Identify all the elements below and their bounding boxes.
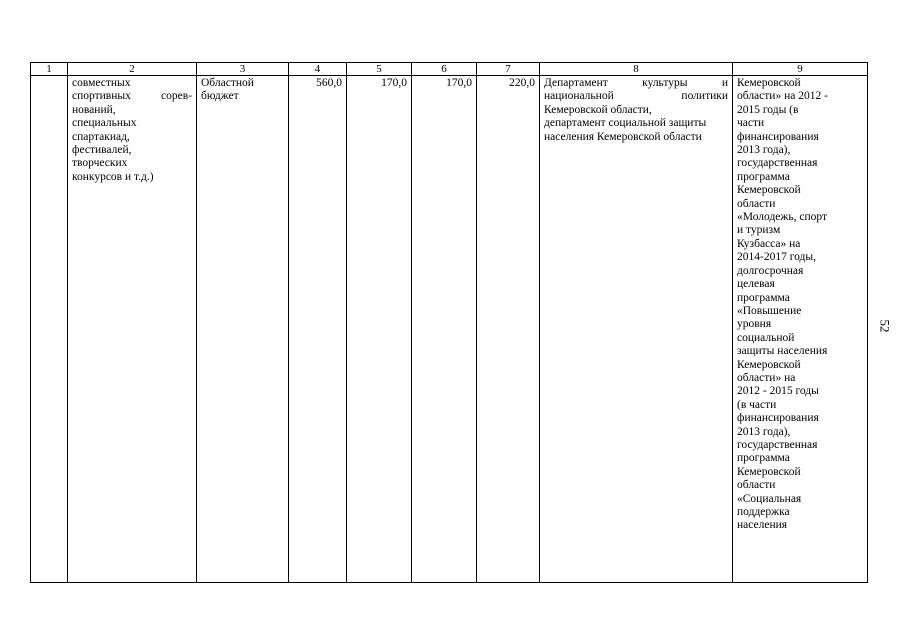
text-line: государственная — [737, 157, 818, 170]
text-line: населения Кемеровской области — [544, 130, 702, 143]
text-line: программа — [737, 170, 790, 183]
text-line: департамент социальной защиты — [544, 117, 707, 130]
text-line: (в части — [737, 398, 777, 411]
header-col-1: 1 — [31, 63, 68, 76]
text-line: «Социальная — [737, 492, 802, 505]
text-line: «Молодежь, спорт — [737, 211, 827, 224]
header-col-2: 2 — [68, 63, 197, 76]
text-line: бюджет — [201, 90, 239, 103]
header-col-5: 5 — [347, 63, 412, 76]
text-line: области» на 2012 - — [737, 90, 828, 103]
text-line: Кемеровской — [737, 358, 801, 371]
text-line: Кемеровской — [737, 77, 801, 89]
text-line: области» на — [737, 371, 796, 384]
cell-number — [31, 76, 68, 583]
text-line: программа — [737, 452, 790, 465]
cell-responsible-executor — [540, 76, 733, 583]
cell-funding-source — [197, 76, 289, 583]
cell-amount-year-1: 170,0 — [347, 76, 412, 583]
text-line: финансирования — [737, 130, 819, 143]
text-line: области — [737, 479, 776, 492]
header-col-4: 4 — [289, 63, 347, 76]
text-line: целевая — [737, 278, 775, 291]
text-line: Кемеровской — [737, 184, 801, 197]
text-line: фестивалей, — [72, 144, 132, 157]
table-row — [31, 76, 868, 583]
text-line: Кемеровской области, — [544, 103, 652, 116]
text-line: спартакиад, — [72, 130, 130, 143]
text-line: «Повышение — [737, 304, 802, 317]
text-line: долгосрочная — [737, 264, 804, 277]
text-line: области — [737, 197, 776, 210]
header-row — [31, 63, 868, 76]
cell-amount-year-2: 170,0 — [412, 76, 477, 583]
text-line: Областной — [201, 77, 254, 89]
header-col-3: 3 — [197, 63, 289, 76]
header-col-6: 6 — [412, 63, 477, 76]
text-line: нований, — [72, 103, 116, 116]
text-line: поддержка — [737, 506, 790, 518]
text-line: совместных — [72, 77, 131, 89]
text-line: финансирования — [737, 412, 819, 425]
cell-total-amount: 560,0 — [289, 76, 347, 583]
text-line: Кузбасса» на — [737, 237, 801, 250]
text-line: 2012 - 2015 годы — [737, 385, 819, 398]
text-line: уровня — [737, 318, 772, 331]
header-col-9: 9 — [733, 63, 868, 76]
text-line: специальных — [72, 117, 137, 130]
text-line: государственная — [737, 438, 818, 451]
header-col-7: 7 — [477, 63, 540, 76]
page-number: 52 — [877, 319, 893, 333]
text-line: Департамент культуры и — [544, 77, 728, 89]
program-table — [30, 62, 868, 583]
text-line: 2014-2017 годы, — [737, 251, 817, 264]
text-line: 2013 года), — [737, 425, 791, 438]
text-line: населения — [737, 519, 788, 532]
text-line: спортивных сорев- — [72, 90, 192, 103]
text-line: Кемеровской — [737, 465, 801, 478]
cell-amount-year-3: 220,0 — [477, 76, 540, 583]
text-line: социальной — [737, 331, 795, 344]
text-line: конкурсов и т.д.) — [72, 170, 154, 183]
text-line: творческих — [72, 157, 128, 170]
text-line: части — [737, 117, 765, 130]
text-line: защиты населения — [737, 345, 828, 358]
text-line: и туризм — [737, 224, 781, 237]
header-col-8: 8 — [540, 63, 733, 76]
text-line: 2015 годы (в — [737, 103, 799, 116]
text-line: программа — [737, 291, 790, 304]
text-line: 2013 года), — [737, 144, 791, 157]
text-line: национальной политики — [544, 90, 728, 103]
cell-program-reference — [733, 76, 868, 583]
cell-event-description — [68, 76, 197, 583]
